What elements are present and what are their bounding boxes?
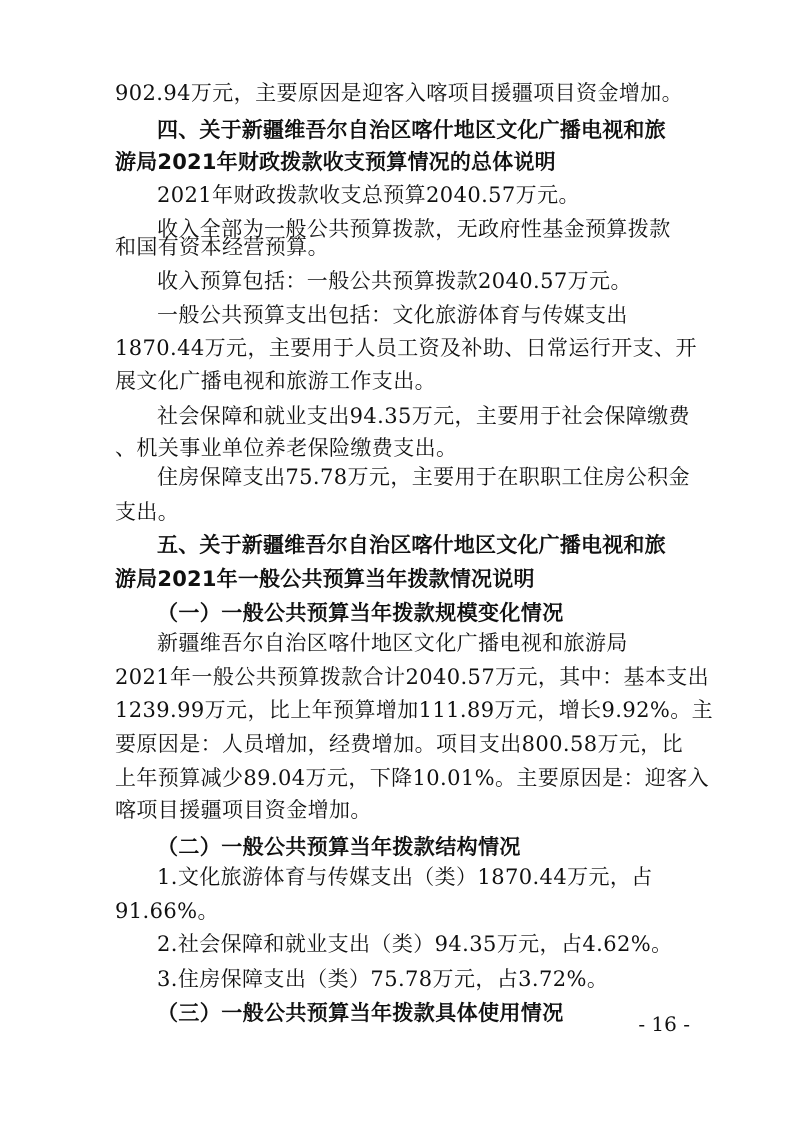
text-line: 上年预算减少89.04万元，下降10.01%。主要原因是：迎客入 bbox=[115, 766, 709, 790]
text-line: 展文化广播电视和旅游工作支出。 bbox=[115, 369, 436, 393]
text-line: 新疆维吾尔自治区喀什地区文化广播电视和旅游局 bbox=[157, 631, 628, 655]
text-line: 收入预算包括：一般公共预算拨款2040.57万元。 bbox=[157, 269, 632, 293]
text-line: 和国有资本经营预算。 bbox=[115, 235, 329, 259]
subsection-heading: （二）一般公共预算当年拨款结构情况 bbox=[157, 834, 521, 859]
text-line: 2021年财政拨款收支总预算2040.57万元。 bbox=[157, 183, 580, 207]
section-heading-cont: 游局2021年财政拨款收支预算情况的总体说明 bbox=[115, 150, 556, 174]
text-line: 3.住房保障支出（类）75.78万元，占3.72%。 bbox=[157, 967, 609, 991]
subsection-heading: （三）一般公共预算当年拨款具体使用情况 bbox=[157, 1000, 564, 1025]
text-line: 住房保障支出75.78万元，主要用于在职职工住房公积金 bbox=[157, 465, 690, 489]
text-line: 2.社会保障和就业支出（类）94.35万元，占4.62%。 bbox=[157, 932, 673, 956]
text-line: 喀项目援疆项目资金增加。 bbox=[115, 798, 372, 822]
subsection-heading: （一）一般公共预算当年拨款规模变化情况 bbox=[157, 600, 564, 625]
text-line: 1870.44万元，主要用于人员工资及补助、日常运行开支、开 bbox=[115, 336, 697, 360]
section-heading-cont: 游局2021年一般公共预算当年拨款情况说明 bbox=[115, 567, 535, 591]
text-line: 2021年一般公共预算拨款合计2040.57万元，其中：基本支出 bbox=[115, 665, 710, 689]
text-line: 1.文化旅游体育与传媒支出（类）1870.44万元，占 bbox=[157, 865, 653, 889]
text-line: 902.94万元，主要原因是迎客入喀项目援疆项目资金增加。 bbox=[115, 81, 684, 105]
text-line: 支出。 bbox=[115, 500, 180, 524]
text-line: 要原因是：人员增加，经费增加。项目支出800.58万元，比 bbox=[115, 732, 684, 756]
text-line: 一般公共预算支出包括：文化旅游体育与传媒支出 bbox=[157, 303, 628, 327]
text-line: 91.66%。 bbox=[115, 899, 219, 923]
section-heading: 五、关于新疆维吾尔自治区喀什地区文化广播电视和旅 bbox=[157, 533, 666, 557]
section-heading: 四、关于新疆维吾尔自治区喀什地区文化广播电视和旅 bbox=[157, 118, 666, 142]
text-line: 收入全部为一般公共预算拨款，无政府性基金预算拨款 bbox=[157, 217, 671, 241]
page-number: - 16 - bbox=[638, 1012, 690, 1036]
text-line: 、机关事业单位养老保险缴费支出。 bbox=[115, 436, 458, 460]
text-line: 社会保障和就业支出94.35万元，主要用于社会保障缴费 bbox=[157, 404, 690, 428]
text-line: 1239.99万元，比上年预算增加111.89万元，增长9.92%。主 bbox=[115, 698, 714, 722]
